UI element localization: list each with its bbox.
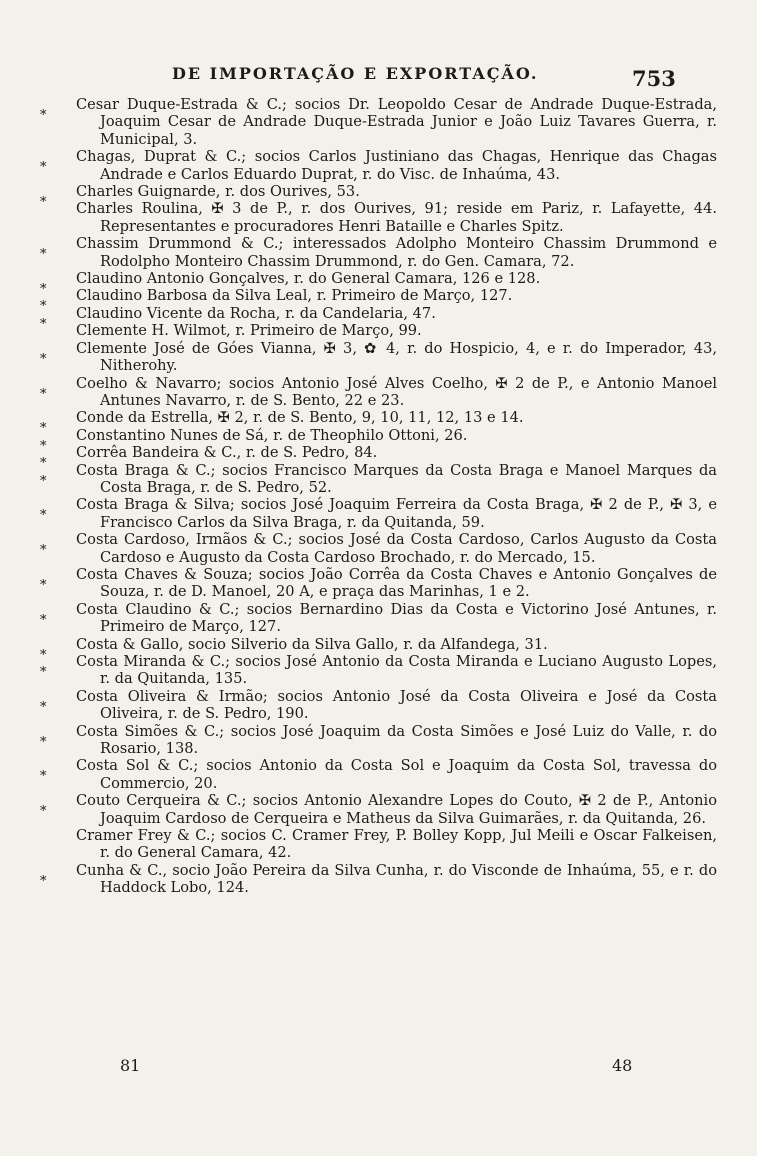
directory-entry: * Chassim Drummond & C.; interessados Adolpho Monteiro Chassim Drummond e Rodolpho Monteiro Chassim Drummond, r. do Gen. Camara, 72. xyxy=(40,235,717,270)
entry-text: Costa Chaves & Souza; socios João Corrêa da Costa Chaves e Antonio Gonçalves de Souza, r. de D. Manoel, 20 A, e praça das Marinhas, 1 e 2. xyxy=(76,565,717,601)
entry-text: Charles Roulina, ✠ 3 de P., r. dos Ourives, 91; reside em Pariz, r. Lafayette, 44. Representantes e procuradores Henri Bataille e Charles Spitz. xyxy=(76,200,717,235)
entry-text: Claudino Vicente da Rocha, r. da Candelaria, 47. xyxy=(76,304,436,322)
entry-text: Costa & Gallo, socio Silverio da Silva Gallo, r. da Alfandega, 31. xyxy=(76,635,548,653)
entry-text: Claudino Antonio Gonçalves, r. do General Camara, 126 e 128. xyxy=(76,270,541,288)
entry-text: Costa Sol & C.; socios Antonio da Costa Sol e Joaquim da Costa Sol, travessa do Commercio, 20. xyxy=(76,757,717,792)
entry-text: Couto Cerqueira & C.; socios Antonio Alexandre Lopes do Couto, ✠ 2 de P., Antonio Joaquim Cardoso de Cerqueira e Matheus da Silva Guimarães, r. da Quitanda, 26. xyxy=(76,792,717,827)
directory-entry: * Costa Oliveira & Irmão; socios Antonio José da Costa Oliveira e José da Costa Oliveira, r. de S. Pedro, 190. xyxy=(40,687,717,723)
directory-entry: * Costa Claudino & C.; socios Bernardino Dias da Costa e Victorino José Antunes, r. Primeiro de Março, 127. xyxy=(40,600,717,636)
directory-entry xyxy=(76,827,717,862)
directory-entry: * Costa Cardoso, Irmãos & C.; socios José da Costa Cardoso, Carlos Augusto da Costa Cardoso e Augusto da Costa Cardoso Brochado, r. do Mercado, 15. xyxy=(40,531,717,566)
directory-entry: * Coelho & Navarro; socios Antonio José Alves Coelho, ✠ 2 de P., e Antonio Manoel Antunes Navarro, r. de S. Bento, 22 e 23. xyxy=(40,374,717,409)
directory-entry: * Costa Sol & C.; socios Antonio da Costa Sol e Joaquim da Costa Sol, travessa do Commercio, 20. xyxy=(40,757,717,792)
directory-entry: * Costa Braga & Silva; socios José Joaquim Ferreira da Costa Braga, ✠ 2 de P., ✠ 3, e Francisco Carlos da Silva Braga, r. da Quitanda, 59. xyxy=(40,496,717,531)
entry-text: Cesar Duque-Estrada & C.; socios Dr. Leopoldo Cesar de Andrade Duque-Estrada, Joaquim Cesar de Andrade Duque-Estrada Junior e João Luiz Tavares Guerra, r. Municipal, 3. xyxy=(76,96,717,148)
entry-text: Conde da Estrella, ✠ 2, r. de S. Bento, 9, 10, 11, 12, 13 e 14. xyxy=(76,409,524,427)
signature-mark-left: 81 xyxy=(120,1056,141,1075)
directory-entry xyxy=(76,322,717,339)
entry-text: Costa Braga & Silva; socios José Joaquim Ferreira da Costa Braga, ✠ 2 de P., ✠ 3, e Francisco Carlos da Silva Braga, r. da Quitanda, 59. xyxy=(76,496,717,531)
entry-text: Costa Simões & C.; socios José Joaquim da Costa Simões e José Luiz do Valle, r. do Rosario, 138. xyxy=(76,722,717,758)
entry-text: Costa Braga & C.; socios Francisco Marques da Costa Braga e Manoel Marques da Costa Braga, r. de S. Pedro, 52. xyxy=(76,461,717,496)
directory-entry: * Constantino Nunes de Sá, r. de Theophilo Ottoni, 26. xyxy=(40,426,468,454)
directory-entry: * Corrêa Bandeira & C., r. de S. Pedro, 84. xyxy=(40,444,378,472)
directory-entry: * Costa Simões & C.; socios José Joaquim da Costa Simões e José Luiz do Valle, r. do Rosario, 138. xyxy=(40,722,717,758)
directory-entry: * Costa Chaves & Souza; socios João Corrêa da Costa Chaves e Antonio Gonçalves de Souza, r. de D. Manoel, 20 A, e praça das Marinhas, 1 e 2. xyxy=(40,565,717,601)
entry-text: Clemente H. Wilmot, r. Primeiro de Março, 99. xyxy=(76,322,422,340)
directory-entry: * Cunha & C., socio João Pereira da Silva Cunha, r. do Visconde de Inhaúma, 55, e r. do Haddock Lobo, 124. xyxy=(40,861,717,897)
page-footer xyxy=(0,1056,757,1078)
directory-entry: * Cesar Duque-Estrada & C.; socios Dr. Leopoldo Cesar de Andrade Duque-Estrada, Joaquim Cesar de Andrade Duque-Estrada Junior e João Luiz Tavares Guerra, r. Municipal, 3. xyxy=(40,96,717,148)
directory-entry: * Conde da Estrella, ✠ 2, r. de S. Bento, 9, 10, 11, 12, 13 e 14. xyxy=(40,409,524,437)
directory-entry: * Claudino Antonio Gonçalves, r. do General Camara, 126 e 128. xyxy=(40,270,541,298)
entry-text: Costa Miranda & C.; socios José Antonio da Costa Miranda e Luciano Augusto Lopes, r. da Quitanda, 135. xyxy=(76,653,717,688)
entry-text: Costa Oliveira & Irmão; socios Antonio José da Costa Oliveira e José da Costa Oliveira, r. de S. Pedro, 190. xyxy=(76,687,717,723)
running-head: DE IMPORTAÇÃO E EXPORTAÇÃO. xyxy=(172,64,539,83)
entry-text: Chassim Drummond & C.; interessados Adolpho Monteiro Chassim Drummond e Rodolpho Monteiro Chassim Drummond, r. do Gen. Camara, 72. xyxy=(76,235,717,270)
signature-mark-right: 48 xyxy=(612,1056,633,1075)
entry-text: Clemente José de Góes Vianna, ✠ 3, ✿ 4, r. do Hospicio, 4, e r. do Imperador, 43, Nitherohy. xyxy=(76,339,717,375)
directory-entry: * Costa Miranda & C.; socios José Antonio da Costa Miranda e Luciano Augusto Lopes, r. da Quitanda, 135. xyxy=(40,653,717,688)
entry-text: Costa Cardoso, Irmãos & C.; socios José da Costa Cardoso, Carlos Augusto da Costa Cardoso e Augusto da Costa Cardoso Brochado, r. do Mercado, 15. xyxy=(76,531,717,566)
directory-entry: * Clemente José de Góes Vianna, ✠ 3, ✿ 4, r. do Hospicio, 4, e r. do Imperador, 43, Nitherohy. xyxy=(40,339,717,375)
entry-text: Coelho & Navarro; socios Antonio José Alves Coelho, ✠ 2 de P., e Antonio Manoel Antunes Navarro, r. de S. Bento, 22 e 23. xyxy=(76,374,717,409)
entry-text: Claudino Barbosa da Silva Leal, r. Primeiro de Março, 127. xyxy=(76,287,513,305)
entry-text: Costa Claudino & C.; socios Bernardino Dias da Costa e Victorino José Antunes, r. Primeiro de Março, 127. xyxy=(76,600,717,636)
entry-text: Corrêa Bandeira & C., r. de S. Pedro, 84. xyxy=(76,444,378,462)
directory-entry: * Claudino Barbosa da Silva Leal, r. Primeiro de Março, 127. xyxy=(40,287,513,315)
directory-list xyxy=(0,96,757,897)
directory-entry: * Costa & Gallo, socio Silverio da Silva Gallo, r. da Alfandega, 31. xyxy=(40,635,548,663)
directory-entry: * Claudino Vicente da Rocha, r. da Candelaria, 47. xyxy=(40,304,436,332)
directory-entry: * Chagas, Duprat & C.; socios Carlos Justiniano das Chagas, Henrique das Chagas Andrade e Carlos Eduardo Duprat, r. do Visc. de Inhaúma, 43. xyxy=(40,148,717,183)
directory-entry: * Costa Braga & C.; socios Francisco Marques da Costa Braga e Manoel Marques da Costa Braga, r. de S. Pedro, 52. xyxy=(40,461,717,496)
entry-text: Constantino Nunes de Sá, r. de Theophilo Ottoni, 26. xyxy=(76,426,468,444)
directory-entry xyxy=(76,200,717,235)
page-header xyxy=(0,64,757,92)
entry-text: Cramer Frey & C.; socios C. Cramer Frey, P. Bolley Kopp, Jul Meili e Oscar Falkeisen, r. do General Camara, 42. xyxy=(76,827,717,862)
entry-text: Cunha & C., socio João Pereira da Silva Cunha, r. do Visconde de Inhaúma, 55, e r. do Haddock Lobo, 124. xyxy=(76,861,717,897)
page-number: 753 xyxy=(632,66,676,91)
directory-entry: * Charles Guignarde, r. dos Ourives, 53. xyxy=(40,183,360,211)
entry-text: Charles Guignarde, r. dos Ourives, 53. xyxy=(76,183,360,201)
directory-entry: * Couto Cerqueira & C.; socios Antonio Alexandre Lopes do Couto, ✠ 2 de P., Antonio Joaquim Cardoso de Cerqueira e Matheus da Silva Guimarães, r. da Quitanda, 26. xyxy=(40,792,717,827)
entry-text: Chagas, Duprat & C.; socios Carlos Justiniano das Chagas, Henrique das Chagas Andrade e Carlos Eduardo Duprat, r. do Visc. de Inhaúma, 43. xyxy=(76,148,717,183)
